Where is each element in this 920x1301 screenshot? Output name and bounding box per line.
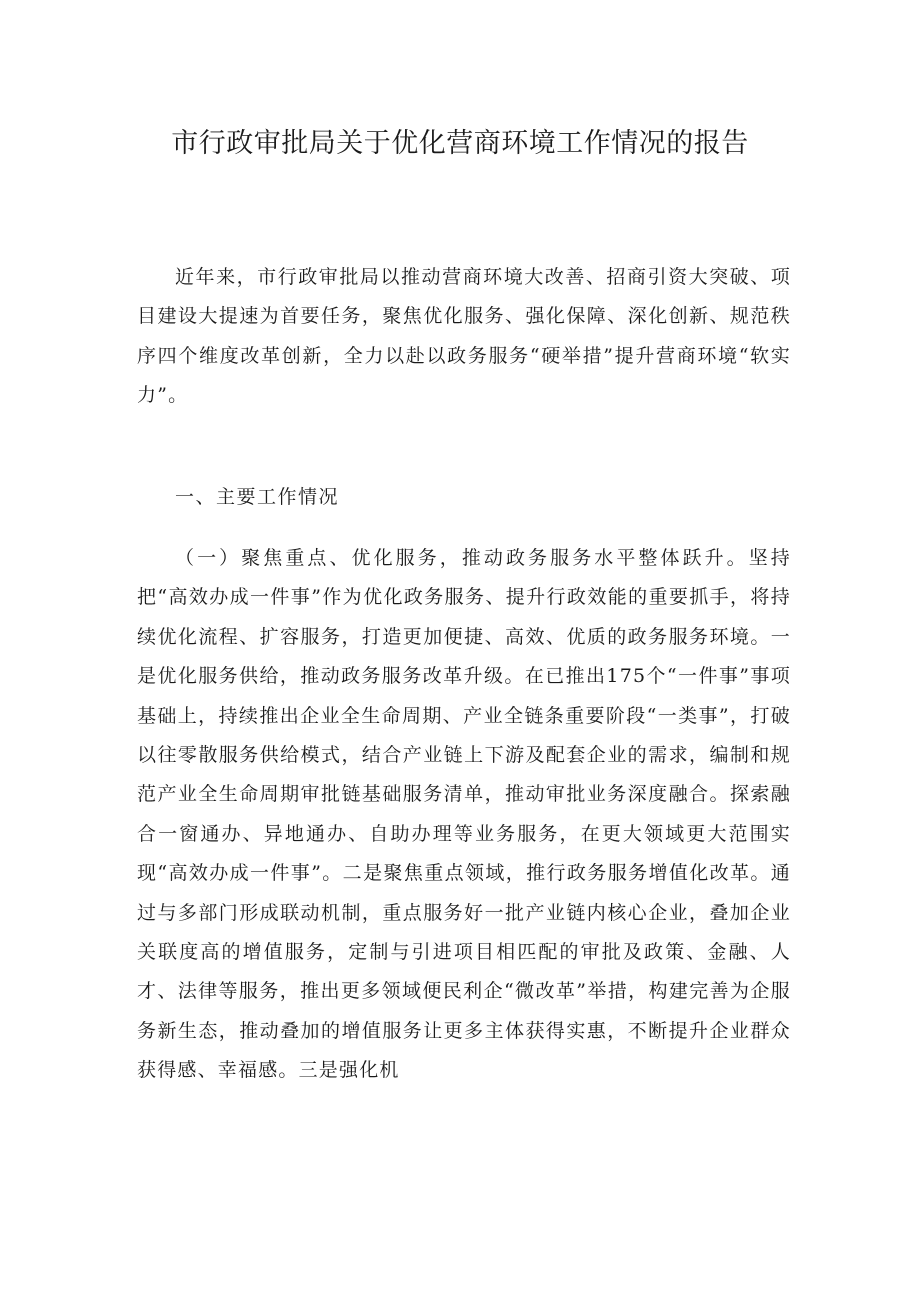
section-heading: 一、主要工作情况 bbox=[175, 486, 340, 508]
document-title: 市行政审批局关于优化营商环境工作情况的报告 bbox=[171, 128, 749, 159]
section1-paragraph: （一）聚焦重点、优化服务，推动政务服务水平整体跃升。坚持把“高效办成一件事”作为优化政务服务、提升行政效能的重要抓手，将持续优化流程、扩容服务，打造更加便捷、高效、优质的政务服务环境。一是优化服务供给，推动政务服务改革升级。在已推出175个“一件事”事项基础上，持续推出企业全生命周期、产业全链条重要阶段“一类事”，打破以往零散服务供给模式，结合产业链上下游及配套企业的需求，编制和规范产业全生命周期审批链基础服务清单，推动审批业务深度融合。探索融合一窗通办、异地通办、自助办理等业务服务，在更大领域更大范围实现“高效办成一件事”。二是聚焦重点领域，推行政务服务增值化改革。通过与多部门形成联动机制，重点服务好一批产业链内核心企业，叠加企业关联度高的增值服务，定制与引进项目相匹配的审批及政策、金融、人才、法律等服务，推出更多领域便民利企“微改革”举措，构建完善为企服务新生态，推动叠加的增值服务让更多主体获得实惠，不断提升企业群众获得感、幸福感。三是强化机 bbox=[137, 547, 791, 1082]
intro-paragraph: 近年来，市行政审批局以推动营商环境大改善、招商引资大突破、项目建设大提速为首要任务，聚焦优化服务、强化保障、深化创新、规范秩序四个维度改革创新，全力以赴以政务服务“硬举措”提升营商环境“软实力”。 bbox=[137, 266, 791, 407]
